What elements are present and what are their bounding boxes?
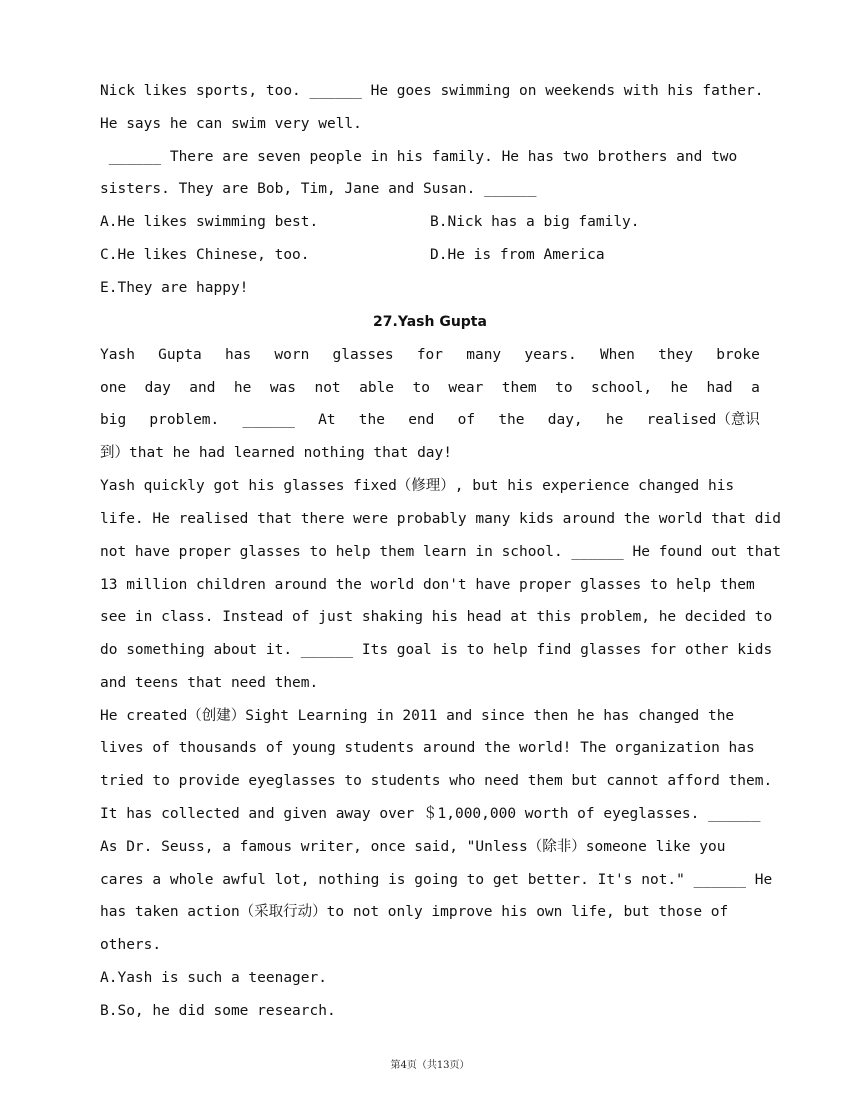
word: had (706, 380, 733, 396)
passage-27-line: It has collected and given away over ＄1,000,000 worth of eyeglasses. ______ (100, 806, 761, 822)
word: day, (547, 412, 583, 428)
word: Gupta (158, 347, 202, 363)
passage-27-justified-line-3 (100, 410, 760, 430)
passage-27-line: 13 million children around the world don't have proper glasses to help them (100, 577, 755, 593)
passage-27-line: He created（创建）Sight Learning in 2011 and since then he has changed the (100, 708, 735, 724)
option-c: C.He likes Chinese, too. (100, 247, 310, 263)
word: big (100, 412, 127, 428)
passage-27-line: see in class. Instead of just shaking his head at this problem, he decided to (100, 609, 773, 625)
passage-27-line: 到）that he had learned nothing that day! (100, 445, 453, 461)
word: one (100, 380, 127, 396)
passage-27-line: cares a whole awful lot, nothing is going to get better. It's not." ______ He (100, 872, 773, 888)
word: a (751, 380, 760, 396)
word: At (318, 412, 336, 428)
word: them (501, 380, 537, 396)
passage-27-line: As Dr. Seuss, a famous writer, once said, "Unless（除非）someone like you (100, 839, 726, 855)
word: has (224, 347, 252, 363)
passage-27-line: others. (100, 937, 162, 953)
word: realised（意识 (646, 412, 760, 428)
word: day (144, 380, 171, 396)
word: end (408, 412, 435, 428)
passage-27-line: Yash quickly got his glasses fixed（修理）, but his experience changed his (100, 478, 735, 494)
word: to (555, 380, 573, 396)
word: worn (274, 347, 310, 363)
word: When (599, 347, 635, 363)
passage-27-line: tried to provide eyeglasses to students who need them but cannot afford them. (100, 773, 773, 789)
word: problem. (149, 412, 220, 428)
word: the (358, 412, 385, 428)
page-footer: 第4页（共13页） (390, 1060, 470, 1071)
passage-27-line: life. He realised that there were probably many kids around the world that did (100, 511, 781, 527)
word: of (457, 412, 476, 428)
word: and (189, 380, 216, 396)
word: many (466, 347, 502, 363)
passage-26-line-3: ______ There are seven people in his family. He has two brothers and two (100, 149, 738, 165)
passage-27-justified-line-1 (100, 345, 760, 365)
passage-27-line: and teens that need them. (100, 675, 319, 691)
word: not (314, 380, 341, 396)
word: the (498, 412, 525, 428)
option-e: E.They are happy! (100, 280, 249, 296)
word: wear (448, 380, 484, 396)
word: for (416, 347, 444, 363)
option-a: A.He likes swimming best. (100, 214, 319, 230)
word: was (269, 380, 297, 396)
word: broke (716, 347, 760, 363)
word: he (605, 412, 624, 428)
option-b: B.So, he did some research. (100, 1003, 336, 1019)
word: they (658, 347, 693, 363)
word: ______ (242, 412, 295, 428)
passage-26-line-2: He says he can swim very well. (100, 116, 362, 132)
word: Yash (100, 347, 135, 363)
option-a: A.Yash is such a teenager. (100, 970, 327, 986)
word: school, (591, 380, 653, 396)
passage-27-line: not have proper glasses to help them learn in school. ______ He found out that (100, 544, 781, 560)
word: he (233, 380, 252, 396)
word: he (670, 380, 689, 396)
passage-26-line-1: Nick likes sports, too. ______ He goes swimming on weekends with his father. (100, 83, 764, 99)
option-d: D.He is from America (430, 247, 605, 263)
word: to (412, 380, 430, 396)
passage-27-line: do something about it. ______ Its goal is to help find glasses for other kids (100, 642, 773, 658)
word: able (359, 380, 395, 396)
passage-27-justified-line-2 (100, 378, 760, 398)
passage-27-line: has taken action（采取行动）to not only improve his own life, but those of (100, 904, 729, 920)
passage-27-title: 27.Yash Gupta (373, 314, 487, 330)
option-b: B.Nick has a big family. (430, 214, 640, 230)
word: years. (524, 347, 577, 363)
passage-26-line-4: sisters. They are Bob, Tim, Jane and Susan. ______ (100, 181, 537, 197)
word: glasses (332, 347, 394, 363)
passage-27-line: lives of thousands of young students around the world! The organization has (100, 740, 755, 756)
